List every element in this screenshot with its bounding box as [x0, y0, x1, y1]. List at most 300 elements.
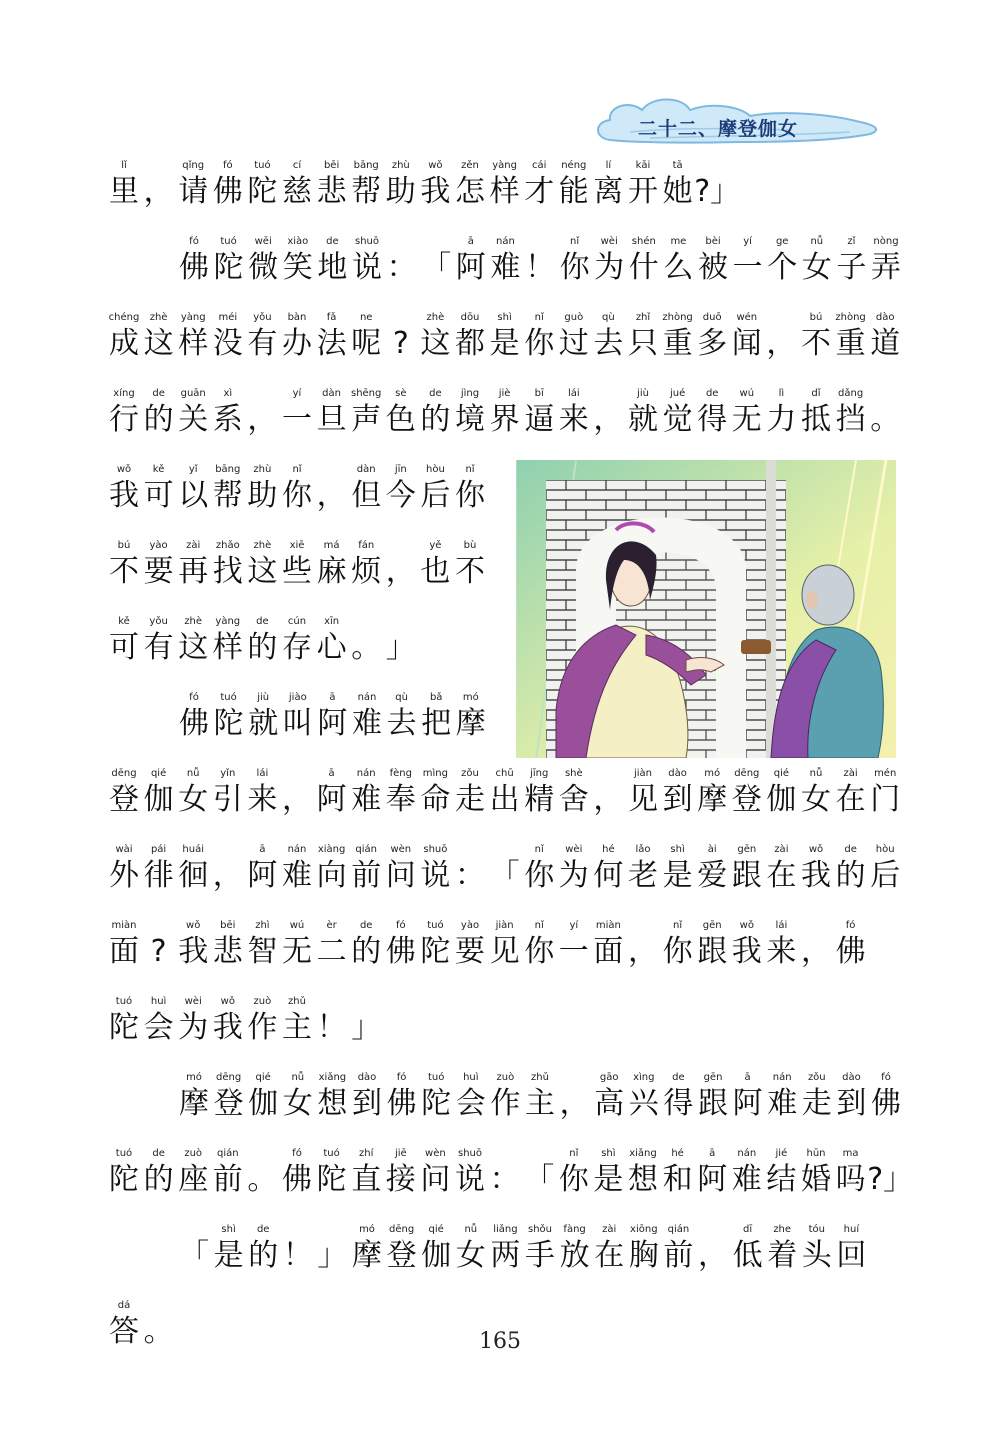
hanzi-character: 前: [212, 1162, 243, 1197]
hanzi-character: 佛: [282, 1162, 312, 1197]
pinyin-annotation: lǎo: [635, 844, 651, 855]
hanzi-character: 来: [247, 782, 278, 817]
hanzi-character: 笑: [282, 250, 313, 285]
hanzi-character: 难: [490, 250, 521, 285]
hanzi-character: 精: [524, 782, 555, 817]
hanzi-character: 的: [143, 402, 174, 437]
hanzi-character: 是: [489, 326, 520, 361]
pinyin-annotation: zǒu: [461, 768, 479, 779]
hanzi-character: 慈: [282, 174, 312, 209]
hanzi-character: 可: [143, 478, 174, 513]
pinyin-annotation: hòu: [425, 464, 445, 475]
hanzi-character: 不: [801, 326, 831, 361]
pinyin-annotation: chū: [495, 768, 514, 779]
hanzi-character: 一: [732, 250, 763, 285]
pinyin-annotation: xīn: [324, 616, 340, 627]
pinyin-annotation: zhǔ: [531, 1072, 549, 1083]
pinyin-annotation: wǒ: [808, 844, 824, 855]
pinyin-annotation: kāi: [635, 160, 651, 171]
hanzi-character: 外: [109, 858, 139, 893]
hanzi-character: 见: [489, 934, 520, 969]
pinyin-annotation: jìng: [460, 388, 480, 399]
hanzi-character: 烦: [351, 554, 382, 589]
hanzi-character: 这: [143, 326, 174, 361]
hanzi-character: 手: [525, 1238, 555, 1273]
pinyin-annotation: mìng: [422, 768, 448, 779]
pinyin-annotation: dōu: [460, 312, 480, 323]
hanzi-character: 「: [179, 1238, 209, 1273]
pinyin-annotation: sè: [395, 388, 407, 399]
pinyin-annotation: shì: [601, 1148, 616, 1159]
pinyin-annotation: jīn: [394, 464, 407, 475]
hanzi-character: 是: [213, 1238, 244, 1273]
pinyin-annotation: wú: [739, 388, 755, 399]
hanzi-character: 怎: [455, 174, 485, 209]
hanzi-character: 来: [766, 934, 797, 969]
hanzi-character: 个: [767, 250, 798, 285]
hanzi-character: 到: [662, 782, 693, 817]
pinyin-annotation: fó: [881, 1072, 891, 1083]
page-number: 165: [479, 1329, 521, 1354]
hanzi-character: 闻: [731, 326, 762, 361]
hanzi-character: 陀: [420, 934, 451, 969]
pinyin-annotation: gēn: [737, 844, 757, 855]
hanzi-character: 和: [662, 1162, 693, 1197]
pinyin-annotation: tuó: [254, 160, 271, 171]
pinyin-annotation: zǒu: [807, 1072, 826, 1083]
hanzi-character: 主: [525, 1086, 555, 1121]
pinyin-annotation: zhè: [253, 540, 272, 551]
hanzi-character: 女: [178, 782, 209, 817]
hanzi-character: 道: [870, 326, 901, 361]
hanzi-character: 阿: [732, 1086, 763, 1121]
hanzi-character: 。: [351, 630, 382, 665]
hanzi-character: 无: [282, 934, 312, 969]
pinyin-annotation: qié: [773, 768, 790, 779]
hanzi-character: 座: [178, 1162, 209, 1197]
pinyin-annotation: jiàn: [495, 920, 514, 931]
pinyin-annotation: wǒ: [220, 996, 235, 1007]
pinyin-annotation: bēi: [323, 160, 340, 171]
hanzi-character: 伽: [248, 1086, 279, 1121]
pinyin-annotation: mó: [186, 1072, 202, 1083]
pinyin-annotation: mó: [704, 768, 721, 779]
pinyin-annotation: nǐ: [673, 920, 683, 931]
hanzi-character: 这: [247, 554, 278, 589]
pinyin-annotation: zhí: [359, 1148, 374, 1159]
pinyin-annotation: chéng: [108, 312, 140, 323]
hanzi-character: 在: [766, 858, 797, 893]
hanzi-character: ，: [212, 858, 243, 893]
hanzi-character: 声: [351, 402, 382, 437]
pinyin-annotation: zhǐ: [635, 312, 651, 323]
hanzi-character: 一: [282, 402, 312, 437]
hanzi-character: 的: [835, 858, 866, 893]
chapter-header: [590, 92, 890, 150]
pinyin-annotation: èr: [326, 920, 337, 931]
pinyin-annotation: bāng: [215, 464, 241, 475]
hanzi-character: 不: [109, 554, 139, 589]
hanzi-character: 向: [316, 858, 347, 893]
hanzi-character: 为: [178, 1010, 209, 1045]
pinyin-annotation: wú: [289, 920, 305, 931]
pinyin-annotation: yàng: [180, 312, 206, 323]
pinyin-annotation: dào: [842, 1072, 861, 1083]
pinyin-annotation: de: [326, 236, 339, 247]
hanzi-character: 佛: [835, 934, 866, 969]
pinyin-annotation: fèng: [389, 768, 412, 779]
pinyin-annotation: cái: [531, 160, 547, 171]
hanzi-character: ，: [766, 326, 797, 361]
hanzi-character: 阿: [455, 250, 486, 285]
pinyin-annotation: huái: [182, 844, 204, 855]
pinyin-annotation: zhì: [255, 920, 270, 931]
pinyin-annotation: de: [844, 844, 857, 855]
hanzi-character: 我: [801, 858, 831, 893]
hanzi-character: 办: [282, 326, 312, 361]
pinyin-annotation: nǚ: [464, 1224, 478, 1235]
hanzi-character: 佛: [385, 934, 416, 969]
hanzi-character: 你: [524, 858, 555, 893]
pinyin-annotation: fó: [222, 160, 233, 171]
pinyin-annotation: kě: [152, 464, 165, 475]
hanzi-character: 登: [213, 1086, 244, 1121]
hanzi-character: 女: [455, 1238, 486, 1273]
hanzi-character: 问: [420, 1162, 451, 1197]
hanzi-character: 你: [524, 326, 555, 361]
hanzi-character: 问: [385, 858, 416, 893]
pinyin-annotation: qié: [428, 1224, 444, 1235]
hanzi-character: 为: [558, 858, 589, 893]
pinyin-annotation: nán: [356, 768, 376, 779]
pinyin-annotation: qǐng: [182, 160, 205, 171]
hanzi-character: 着: [767, 1238, 798, 1273]
pinyin-annotation: shuō: [457, 1148, 482, 1159]
hanzi-character: ，: [801, 934, 831, 969]
hanzi-character: 。: [143, 1314, 174, 1349]
hanzi-character: 阿: [316, 782, 347, 817]
hanzi-character: 这: [420, 326, 451, 361]
hanzi-character: 陀: [213, 706, 244, 741]
hanzi-character: 陀: [421, 1086, 452, 1121]
hanzi-character: ，: [385, 554, 416, 589]
hanzi-character: 佛: [871, 1086, 901, 1121]
pinyin-annotation: nǚ: [810, 236, 824, 247]
pinyin-annotation: fó: [845, 920, 856, 931]
hanzi-character: ：: [489, 1162, 520, 1197]
pinyin-annotation: néng: [561, 160, 587, 171]
pinyin-annotation: zhè: [149, 312, 168, 323]
pinyin-annotation: fó: [395, 920, 406, 931]
hanzi-character: 子: [836, 250, 867, 285]
pinyin-annotation: jiàn: [633, 768, 653, 779]
hanzi-character: 助: [385, 174, 416, 209]
pinyin-annotation: jiào: [288, 692, 307, 703]
hanzi-character: 婚: [801, 1162, 831, 1197]
hanzi-character: 想: [628, 1162, 658, 1197]
pinyin-annotation: bēi: [220, 920, 236, 931]
hanzi-character: ！: [525, 250, 555, 285]
hanzi-character: ，: [247, 402, 278, 437]
pinyin-annotation: mó: [359, 1224, 375, 1235]
hanzi-character: 阿: [697, 1162, 728, 1197]
hanzi-character: 没: [212, 326, 243, 361]
pinyin-annotation: lái: [775, 920, 788, 931]
hanzi-character: ！: [282, 1238, 313, 1273]
pinyin-annotation: zhǎo: [215, 540, 240, 551]
pinyin-annotation: dēng: [734, 768, 760, 779]
hanzi-character: 阿: [247, 858, 278, 893]
hanzi-character: 逼: [524, 402, 555, 437]
hanzi-character: 你: [558, 1162, 589, 1197]
pinyin-annotation: zhù: [391, 160, 410, 171]
pinyin-annotation: xiōng: [630, 1224, 658, 1235]
hanzi-character: 才: [524, 174, 555, 209]
hanzi-character: 智: [247, 934, 278, 969]
hanzi-character: 难: [352, 706, 382, 741]
hanzi-character: 麻: [316, 554, 347, 589]
pinyin-annotation: wài: [115, 844, 133, 855]
pinyin-annotation: wǒ: [428, 160, 443, 171]
hanzi-character: 我: [420, 174, 451, 209]
hanzi-character: 女: [801, 250, 832, 285]
hanzi-character: 帮: [212, 478, 243, 513]
hanzi-character: 就: [628, 402, 658, 437]
pinyin-annotation: yǒu: [253, 312, 272, 323]
hanzi-character: 头: [801, 1238, 832, 1273]
pinyin-annotation: wèi: [600, 236, 618, 247]
pinyin-annotation: dàn: [356, 464, 376, 475]
pinyin-annotation: bú: [117, 540, 131, 551]
pinyin-annotation: de: [256, 1224, 270, 1235]
hanzi-character: 弄: [871, 250, 901, 285]
pinyin-annotation: shǒu: [527, 1224, 552, 1235]
pinyin-annotation: tóu: [808, 1224, 825, 1235]
pinyin-annotation: shuō: [354, 236, 379, 247]
hanzi-character: 说: [420, 858, 451, 893]
hanzi-character: 佛: [386, 1086, 417, 1121]
hanzi-character: 到: [352, 1086, 382, 1121]
hanzi-character: 接: [385, 1162, 416, 1197]
hanzi-character: 在: [594, 1238, 625, 1273]
hanzi-character: 样: [212, 630, 243, 665]
hanzi-character: 多: [697, 326, 728, 361]
pinyin-annotation: nǐ: [534, 312, 544, 323]
hanzi-character: ?」: [867, 1162, 914, 1197]
pinyin-annotation: nǚ: [291, 1072, 305, 1083]
pinyin-annotation: zhe: [773, 1224, 792, 1235]
pinyin-annotation: nǚ: [809, 768, 823, 779]
hanzi-character: 奉: [385, 782, 416, 817]
pinyin-annotation: tuó: [427, 1072, 445, 1083]
hanzi-character: 二: [316, 934, 347, 969]
hanzi-character: 陀: [109, 1010, 139, 1045]
hanzi-character: 可: [109, 630, 139, 665]
pinyin-annotation: shēng: [350, 388, 382, 399]
pinyin-annotation: fán: [358, 540, 375, 551]
pinyin-annotation: zuò: [184, 1148, 203, 1159]
hanzi-character: ，: [316, 478, 347, 513]
hanzi-character: 摩: [352, 1238, 382, 1273]
hanzi-character: 难: [351, 782, 382, 817]
pinyin-annotation: jué: [669, 388, 686, 399]
pinyin-annotation: fó: [396, 1072, 407, 1083]
hanzi-character: 悲: [316, 174, 347, 209]
pinyin-annotation: guān: [180, 388, 206, 399]
hanzi-character: 力: [766, 402, 797, 437]
hanzi-character: ，: [628, 934, 658, 969]
pinyin-annotation: yě: [429, 540, 442, 551]
hanzi-character: 样: [489, 174, 520, 209]
hanzi-character: 舍: [558, 782, 589, 817]
pinyin-annotation: de: [672, 1072, 685, 1083]
hanzi-character: 你: [524, 934, 555, 969]
pinyin-annotation: de: [152, 1148, 165, 1159]
pinyin-annotation: fó: [189, 236, 199, 247]
hanzi-character: 就: [248, 706, 279, 741]
hanzi-character: 些: [282, 554, 312, 589]
pinyin-annotation: de: [705, 388, 719, 399]
pinyin-annotation: tuó: [220, 236, 237, 247]
hanzi-character: 「: [489, 858, 520, 893]
hanzi-character: 说: [352, 250, 382, 285]
pinyin-annotation: wèn: [425, 1148, 446, 1159]
pinyin-annotation: méi: [218, 312, 238, 323]
hanzi-character: 登: [731, 782, 762, 817]
pinyin-annotation: dǎng: [838, 388, 864, 399]
hanzi-character: 挡: [835, 402, 866, 437]
pinyin-annotation: xiào: [287, 236, 309, 247]
hanzi-character: 」: [317, 1238, 348, 1273]
hanzi-character: 你: [282, 478, 312, 513]
hanzi-character: 为: [594, 250, 625, 285]
pinyin-annotation: nǐ: [534, 844, 544, 855]
pinyin-annotation: qù: [395, 692, 408, 703]
pinyin-annotation: dào: [875, 312, 895, 323]
pinyin-annotation: wǒ: [739, 920, 754, 931]
pinyin-annotation: ā: [744, 1072, 751, 1083]
hanzi-character: 无: [731, 402, 762, 437]
hanzi-character: 后: [420, 478, 451, 513]
pinyin-annotation: nǚ: [186, 768, 200, 779]
hanzi-character: 陀: [213, 250, 244, 285]
hanzi-character: 也: [420, 554, 451, 589]
hanzi-character: ?: [392, 326, 409, 361]
pinyin-annotation: kě: [118, 616, 130, 627]
pinyin-annotation: ne: [359, 312, 373, 323]
pinyin-annotation: nán: [495, 236, 515, 247]
pinyin-annotation: jiù: [257, 692, 270, 703]
pinyin-annotation: miàn: [111, 920, 137, 931]
pinyin-annotation: dī: [743, 1224, 753, 1235]
hanzi-character: 结: [766, 1162, 797, 1197]
hanzi-character: 请: [178, 174, 209, 209]
hanzi-character: 回: [836, 1238, 867, 1273]
pinyin-annotation: dēng: [389, 1224, 415, 1235]
hanzi-character: 法: [316, 326, 347, 361]
pinyin-annotation: nán: [357, 692, 377, 703]
hanzi-character: 把: [421, 706, 452, 741]
hanzi-character: 说: [455, 1162, 485, 1197]
hanzi-character: 的: [247, 630, 278, 665]
hanzi-character: ?」: [694, 174, 741, 209]
pinyin-annotation: lǐ: [121, 160, 127, 171]
pinyin-annotation: xiàng: [317, 844, 346, 855]
pinyin-annotation: dēng: [216, 1072, 242, 1083]
pinyin-annotation: lái: [256, 768, 269, 779]
hanzi-character: 得: [697, 402, 728, 437]
pinyin-annotation: xíng: [113, 388, 135, 399]
hanzi-character: 旦: [316, 402, 347, 437]
hanzi-character: 色: [385, 402, 416, 437]
hanzi-character: 今: [385, 478, 416, 513]
pinyin-annotation: ma: [842, 1148, 859, 1159]
pinyin-annotation: cún: [287, 616, 307, 627]
pinyin-annotation: pái: [150, 844, 167, 855]
hanzi-character: ，: [593, 402, 624, 437]
pinyin-annotation: bāng: [353, 160, 379, 171]
hanzi-character: 何: [593, 858, 624, 893]
hanzi-character: 系: [212, 402, 243, 437]
hanzi-character: 会: [455, 1086, 486, 1121]
hanzi-character: 兴: [628, 1086, 659, 1121]
pinyin-annotation: wǒ: [186, 920, 201, 931]
hanzi-character: 去: [386, 706, 417, 741]
hanzi-character: 我: [212, 1010, 243, 1045]
hanzi-character: 能: [558, 174, 589, 209]
pinyin-annotation: bī: [534, 388, 544, 399]
hanzi-character: 走: [801, 1086, 832, 1121]
pinyin-annotation: qián: [667, 1224, 690, 1235]
pinyin-annotation: de: [359, 920, 373, 931]
hanzi-character: 。: [247, 1162, 278, 1197]
pinyin-annotation: zài: [774, 844, 789, 855]
pinyin-annotation: yí: [743, 236, 752, 247]
hanzi-character: 伽: [766, 782, 797, 817]
pinyin-annotation: zǐ: [847, 236, 856, 247]
hanzi-character: 阿: [317, 706, 348, 741]
pinyin-annotation: zěn: [461, 160, 479, 171]
pinyin-annotation: cí: [292, 160, 302, 171]
hanzi-character: 你: [455, 478, 485, 513]
pinyin-annotation: guò: [564, 312, 584, 323]
pinyin-annotation: fǎ: [326, 312, 337, 323]
hanzi-character: 「: [524, 1162, 555, 1197]
pinyin-annotation: tuó: [115, 1148, 133, 1159]
hanzi-character: 悲: [212, 934, 243, 969]
hanzi-character: 高: [594, 1086, 625, 1121]
hanzi-character: 抵: [801, 402, 831, 437]
pinyin-annotation: qié: [150, 768, 167, 779]
pinyin-annotation: bú: [809, 312, 823, 323]
hanzi-character: 存: [282, 630, 312, 665]
hanzi-character: 前: [663, 1238, 694, 1273]
pinyin-annotation: jiù: [637, 388, 649, 399]
hanzi-character: 爱: [697, 858, 728, 893]
hanzi-character: 面: [593, 934, 624, 969]
hanzi-character: 重: [835, 326, 866, 361]
pinyin-annotation: má: [323, 540, 340, 551]
hanzi-character: 登: [386, 1238, 417, 1273]
hanzi-character: 答: [109, 1314, 139, 1349]
pinyin-annotation: nán: [772, 1072, 792, 1083]
pinyin-annotation: qián: [355, 844, 377, 855]
pinyin-annotation: qù: [602, 312, 615, 323]
hanzi-character: 走: [455, 782, 485, 817]
hanzi-character: 你: [662, 934, 693, 969]
hanzi-character: ，: [559, 1086, 590, 1121]
hanzi-character: 什: [628, 250, 659, 285]
